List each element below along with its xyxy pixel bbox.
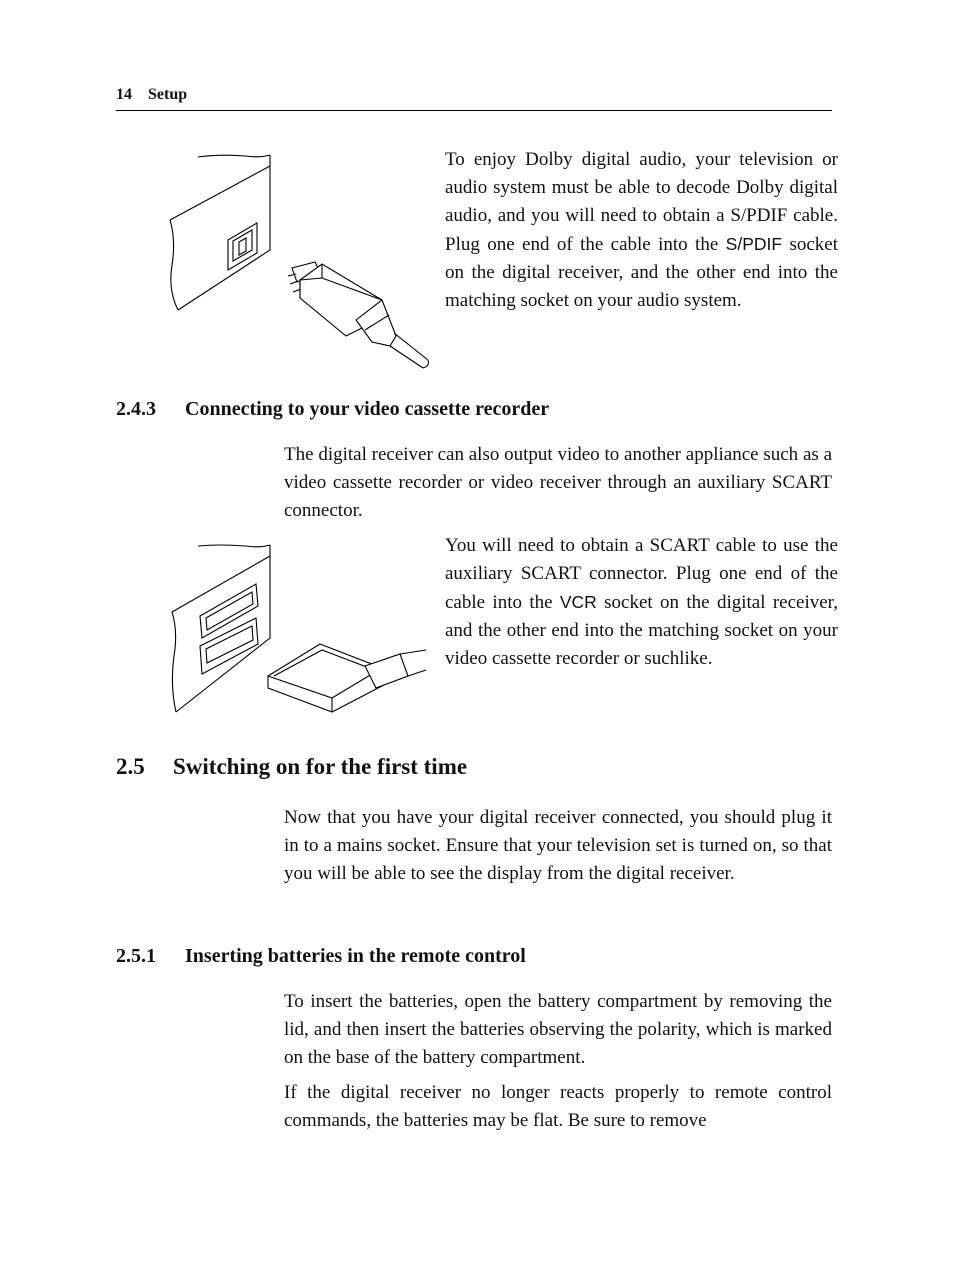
heading-title: Connecting to your video cassette recorder: [185, 398, 550, 420]
header-section-title: Setup: [148, 86, 188, 103]
heading-number: 2.5: [116, 754, 145, 779]
spdif-paragraph: [445, 146, 838, 315]
spdif-socket-label: S/PDIF: [725, 234, 783, 254]
heading-number: 2.4.3: [116, 398, 156, 420]
switching-on-paragraph: Now that you have your digital receiver connected, you should plug it in to a mains socket. Ensure that your television set is turned on, so that you will be able to see the display from the digital receiver.: [284, 807, 832, 884]
vcr-intro-paragraph: The digital receiver can also output video to another appliance such as a video cassette recorder or video receiver through an auxiliary SCART connector.: [284, 444, 832, 521]
heading-title: Switching on for the first time: [173, 754, 468, 779]
running-header: [116, 86, 832, 111]
scart-text-after: socket on the digital receiver, and the other end into the matching socket on your video cassette recorder or suchlike.: [445, 592, 838, 669]
heading-title: Inserting batteries in the remote control: [185, 945, 526, 967]
scart-connector-illustration: [160, 536, 435, 724]
heading-number: 2.5.1: [116, 945, 156, 967]
spdif-text-after: socket on the digital receiver, and the other end into the matching socket on your audio system.: [445, 234, 838, 311]
page-number: 14: [116, 86, 132, 103]
scart-text-before: You will need to obtain a SCART cable to use the auxiliary SCART connector. Plug one end of the cable into the: [445, 535, 838, 613]
spdif-connector-illustration: [160, 150, 435, 372]
spdif-text-before: To enjoy Dolby digital audio, your television or audio system must be able to decode Dolby digital audio, and you will need to obtain a S/PDIF cable. Plug one end of the cable into the: [445, 149, 838, 255]
scart-paragraph: [445, 532, 838, 673]
batteries-paragraph-1: To insert the batteries, open the battery compartment by removing the lid, and then insert the batteries observing the polarity, which is marked on the base of the battery compartment.: [284, 991, 832, 1068]
batteries-paragraph-2: If the digital receiver no longer reacts properly to remote control commands, the batteries may be flat. Be sure to remove: [284, 1082, 832, 1131]
vcr-socket-label: VCR: [559, 592, 597, 612]
heading-2-5-1: [116, 945, 526, 968]
heading-2-5: [116, 754, 467, 780]
heading-2-4-3: [116, 398, 549, 421]
